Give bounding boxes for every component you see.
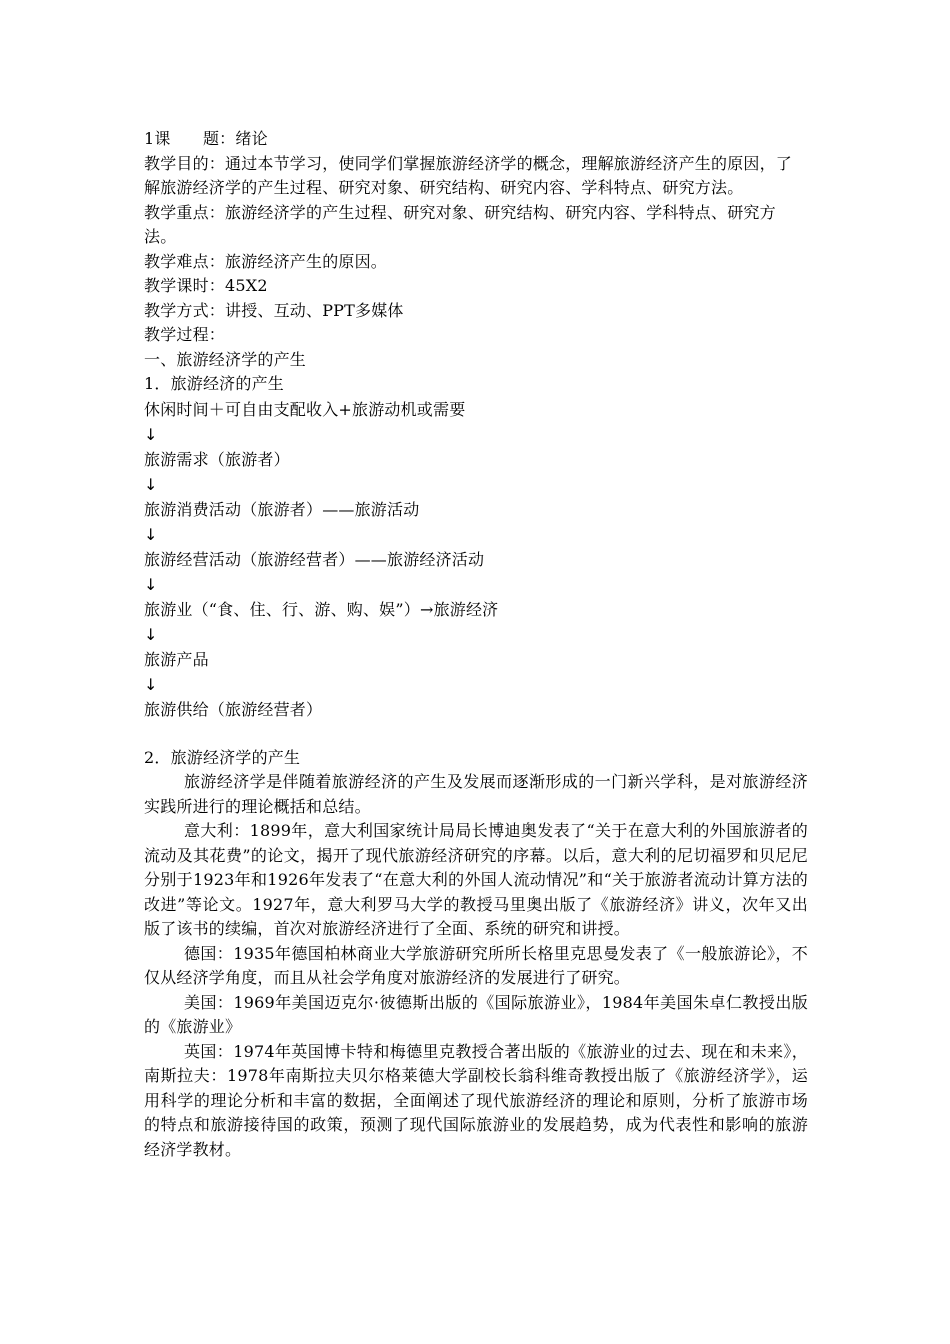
teaching-hours: 教学课时：45X2 — [144, 276, 268, 295]
paragraph: 美国：1969年美国迈克尔·彼德斯出版的《国际旅游业》，1984年美国朱卓仁教授出版的《旅游业》 — [144, 992, 808, 1036]
flow-diagram — [144, 397, 808, 722]
down-arrow-icon: ↓ — [144, 624, 158, 644]
lesson-title: 1课 题：绪论 — [144, 129, 268, 148]
teaching-objective: 教学目的：通过本节学习，使同学们掌握旅游经济学的概念，理解旅游经济产生的原因，了解旅游经济学的产生过程、研究对象、研究结构、研究内容、学科特点、研究方法。 — [144, 153, 793, 197]
flow-step: 旅游业（“食、住、行、游、购、娱”）→旅游经济 — [144, 599, 499, 619]
down-arrow-icon: ↓ — [144, 474, 158, 494]
down-arrow-icon: ↓ — [144, 674, 158, 694]
flow-step: 旅游产品 — [144, 649, 209, 669]
flow-step: 旅游经营活动（旅游经营者）——旅游经济活动 — [144, 549, 485, 569]
teaching-process: 教学过程： — [144, 325, 226, 344]
paragraph: 意大利：1899年，意大利国家统计局局长博迪奥发表了“关于在意大利的外国旅游者的流动及其花费”的论文，揭开了现代旅游经济研究的序幕。以后，意大利的尼切福罗和贝尼尼分别于1923年和1926年发表了“在意大利的外国人流动情况”和“关于旅游者流动计算方法的改进”等论文。1927年，意大利罗马大学的教授马里奥出版了《旅游经济》讲义，次年又出版了该书的续编，首次对旅游经济进行了全面、系统的研究和讲授。 — [144, 821, 808, 938]
paragraph: 德国：1935年德国柏林商业大学旅游研究所所长格里克思曼发表了《一般旅游论》，不仅从经济学角度，而且从社会学角度对旅游经济的发展进行了研究。 — [144, 943, 808, 987]
teaching-difficulty: 教学难点：旅游经济产生的原因。 — [144, 251, 388, 271]
down-arrow-icon: ↓ — [144, 574, 158, 594]
down-arrow-icon: ↓ — [144, 524, 158, 544]
subsection-heading: 2．旅游经济学的产生 — [144, 747, 301, 767]
flow-step: 休闲时间＋可自由支配收入+旅游动机或需要 — [144, 399, 466, 419]
flow-step: 旅游供给（旅游经营者） — [144, 699, 323, 719]
blank-line — [144, 722, 808, 746]
flow-step: 旅游消费活动（旅游者）——旅游活动 — [144, 499, 420, 519]
section-heading: 一、旅游经济学的产生 — [144, 349, 307, 369]
lesson-content — [144, 127, 808, 1162]
flow-step: 旅游需求（旅游者） — [144, 449, 290, 469]
teaching-key-points: 教学重点：旅游经济学的产生过程、研究对象、研究结构、研究内容、学科特点、研究方法。 — [144, 202, 776, 246]
down-arrow-icon: ↓ — [144, 424, 158, 444]
paragraph: 英国：1974年英国博卡特和梅德里克教授合著出版的《旅游业的过去、现在和未来》，南斯拉夫：1978年南斯拉夫贝尔格莱德大学副校长翁科维奇教授出版了《旅游经济学》，运用科学的理论分析和丰富的数据，全面阐述了现代旅游经济的理论和原则，分析了旅游市场的特点和旅游接待国的政策，预测了现代国际旅游业的发展趋势，成为代表性和影响的旅游经济学教材。 — [144, 1041, 808, 1159]
paragraph: 旅游经济学是伴随着旅游经济的产生及发展而逐渐形成的一门新兴学科，是对旅游经济实践所进行的理论概括和总结。 — [144, 772, 808, 816]
subsection-heading: 1．旅游经济的产生 — [144, 374, 284, 393]
teaching-methods: 教学方式：讲授、互动、PPT多媒体 — [144, 300, 404, 320]
